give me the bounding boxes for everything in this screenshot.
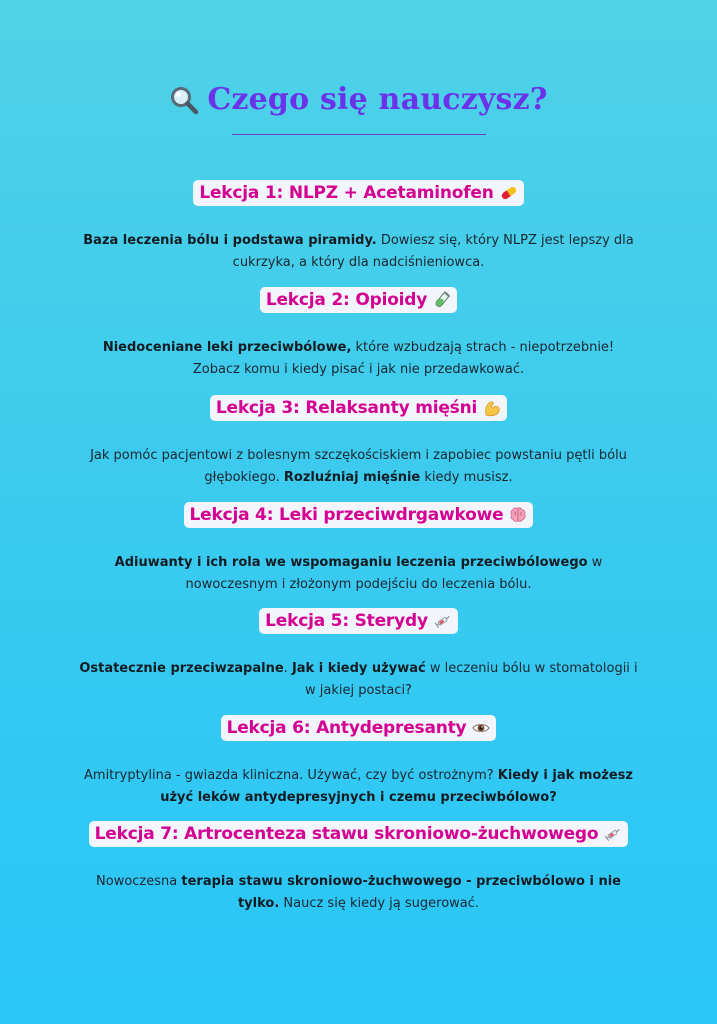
lesson-1 bbox=[0, 180, 717, 274]
lesson-title: Lekcja 6: Antydepresanty bbox=[226, 718, 467, 738]
lesson-description bbox=[79, 552, 639, 596]
lesson-5 bbox=[0, 608, 717, 702]
lesson-desc-text: które wzbudzają strach - niepotrzebnie! Zobacz komu i kiedy pisać i jak nie przedawkować. bbox=[192, 340, 615, 377]
lesson-description bbox=[79, 871, 639, 915]
brain-icon bbox=[509, 506, 527, 524]
lesson-description bbox=[79, 230, 639, 274]
page-header bbox=[0, 82, 717, 119]
lesson-header bbox=[210, 395, 507, 421]
lesson-desc-bold: Ostatecznie przeciwzapalne bbox=[79, 661, 284, 676]
lesson-desc-text: Dowiesz się, który NLPZ jest lepszy dla cukrzyka, a który dla nadciśnieniowca. bbox=[232, 233, 634, 270]
lesson-title: Lekcja 5: Sterydy bbox=[265, 611, 428, 631]
lesson-description bbox=[79, 765, 639, 809]
lesson-desc-text: w nowoczesnym i złożonym podejściu do leczenia bólu. bbox=[185, 555, 603, 592]
lesson-desc-bold: Baza leczenia bólu i podstawa piramidy. bbox=[83, 233, 377, 248]
lesson-header bbox=[221, 715, 497, 741]
lesson-7 bbox=[0, 821, 717, 915]
syringe-icon bbox=[434, 612, 452, 630]
lesson-description bbox=[79, 337, 639, 381]
lesson-title: Lekcja 1: NLPZ + Acetaminofen bbox=[199, 183, 494, 203]
lesson-desc-bold: Rozluźniaj mięśnie bbox=[283, 470, 421, 485]
lesson-header bbox=[259, 608, 458, 634]
title-divider bbox=[232, 134, 486, 135]
lesson-6 bbox=[0, 715, 717, 809]
lesson-3 bbox=[0, 395, 717, 489]
lesson-desc-text: w leczeniu bólu w stomatologii i w jakiej postaci? bbox=[305, 661, 638, 698]
syringe-icon bbox=[604, 825, 622, 843]
lesson-desc-text: Amitryptylina - gwiazda kliniczna. Używać, czy być ostrożnym? bbox=[84, 768, 498, 783]
lesson-desc-bold: Kiedy i jak możesz użyć leków antydepresyjnych i czemu przeciwbólowo? bbox=[160, 768, 633, 805]
lesson-desc-bold: Jak i kiedy używać bbox=[291, 661, 426, 676]
lesson-desc-bold: terapia stawu skroniowo-żuchwowego - przeciwbólowo i nie tylko. bbox=[181, 874, 621, 911]
lesson-desc-text: kiedy musisz. bbox=[420, 470, 513, 485]
lesson-title: Lekcja 3: Relaksanty mięśni bbox=[215, 398, 478, 418]
lesson-desc-bold: Niedoceniane leki przeciwbólowe, bbox=[102, 340, 352, 355]
lesson-desc-text: Naucz się kiedy ją sugerować. bbox=[279, 896, 480, 911]
lesson-desc-bold: Adiuwanty i ich rola we wspomaganiu leczenia przeciwbólowego bbox=[114, 555, 588, 570]
flexed-biceps-icon bbox=[483, 399, 501, 417]
lesson-header bbox=[260, 287, 457, 313]
lesson-2 bbox=[0, 287, 717, 381]
lesson-4 bbox=[0, 502, 717, 596]
title-row bbox=[169, 82, 547, 117]
magnifier-icon bbox=[169, 85, 199, 115]
lesson-desc-text: . bbox=[283, 661, 292, 676]
lesson-header bbox=[89, 821, 629, 847]
lesson-desc-text: Nowoczesna bbox=[96, 874, 182, 889]
lesson-header bbox=[193, 180, 523, 206]
lesson-description bbox=[79, 445, 639, 489]
page-title: Czego się nauczysz? bbox=[207, 82, 548, 117]
lesson-header bbox=[184, 502, 534, 528]
pill-icon bbox=[500, 184, 518, 202]
test-tube-icon bbox=[433, 291, 451, 309]
lesson-description bbox=[79, 658, 639, 702]
lesson-title: Lekcja 2: Opioidy bbox=[265, 290, 428, 310]
lesson-desc-text: Jak pomóc pacjentowi z bolesnym szczękościskiem i zapobiec powstaniu pętli bólu głębokiego. bbox=[90, 448, 627, 485]
eye-icon bbox=[472, 719, 490, 737]
lesson-title: Lekcja 4: Leki przeciwdrgawkowe bbox=[189, 505, 504, 525]
lesson-title: Lekcja 7: Artrocenteza stawu skroniowo-żuchwowego bbox=[94, 824, 599, 844]
